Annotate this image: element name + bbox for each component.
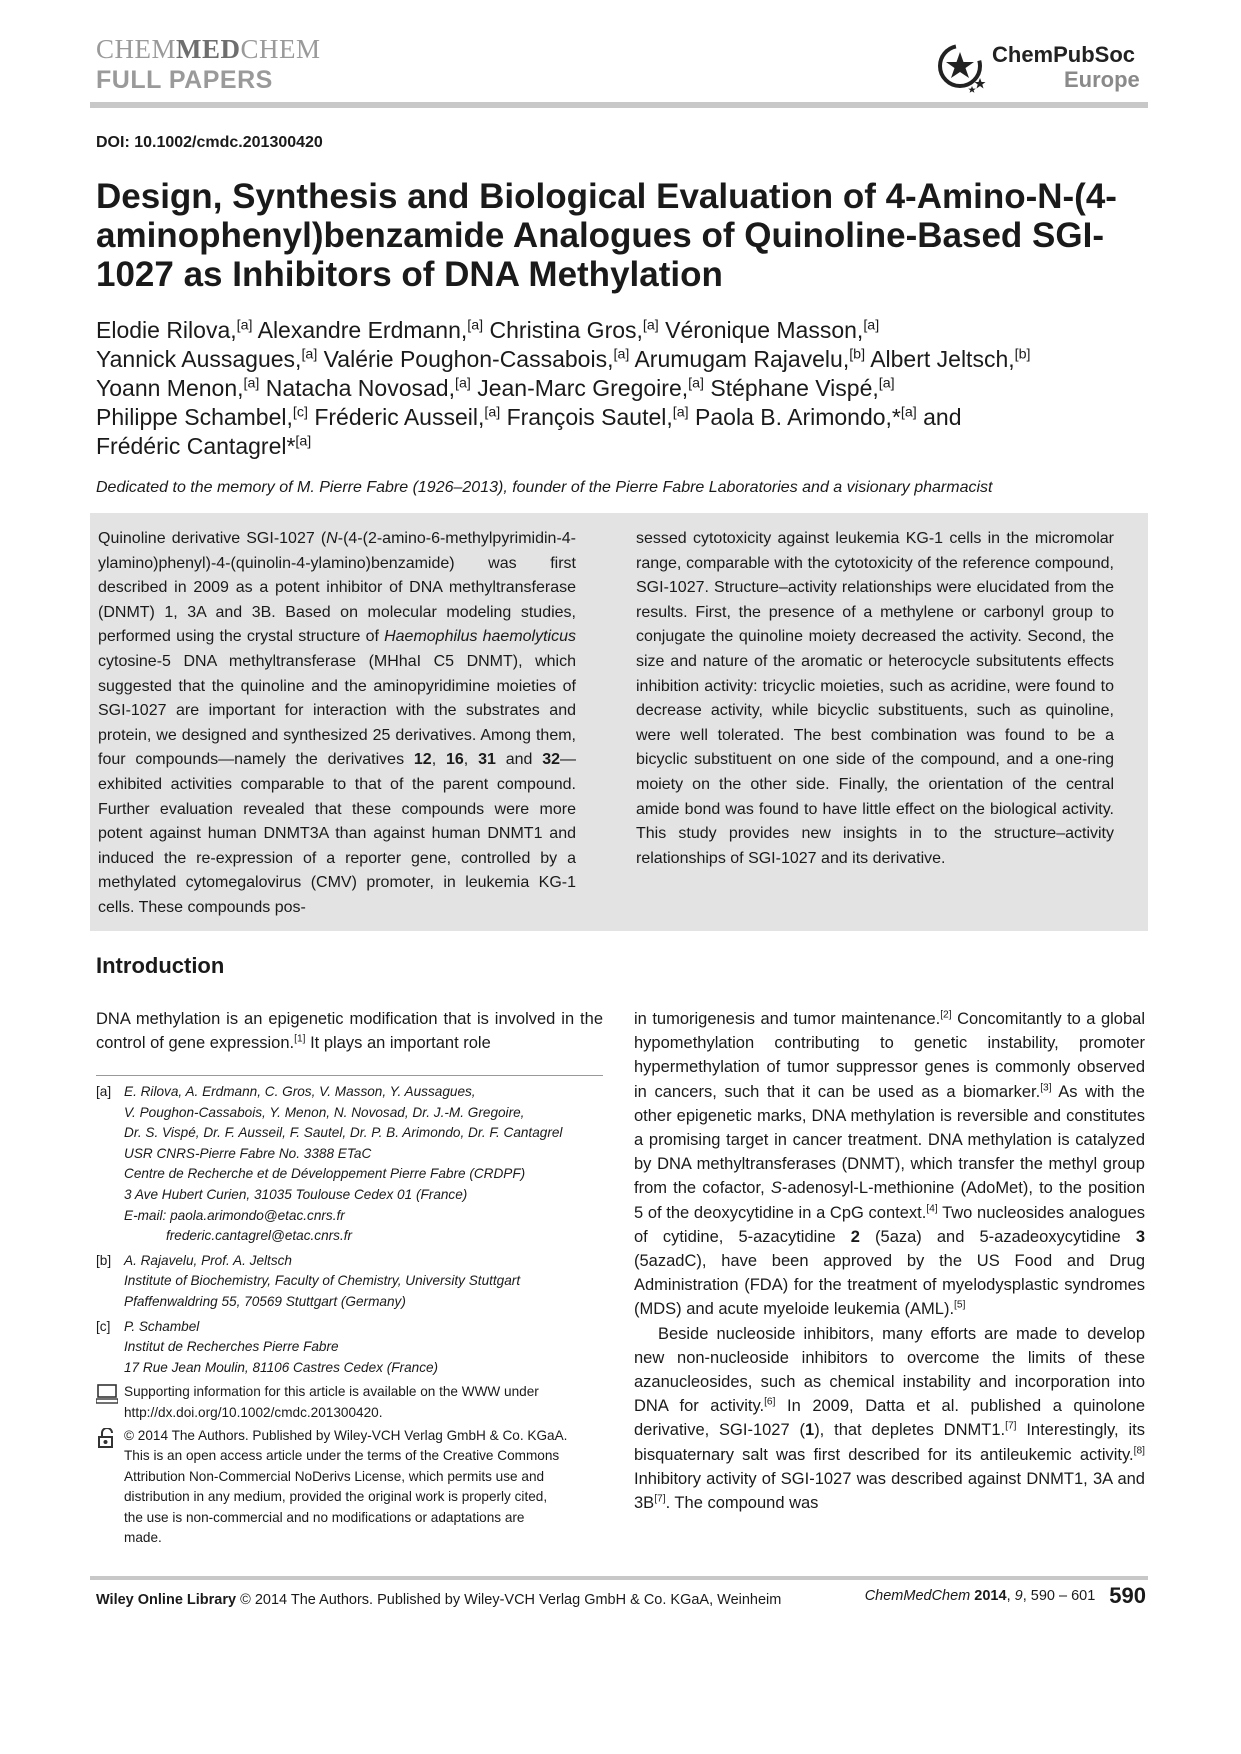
author: Frédéric Cantagrel*[a] <box>96 433 312 459</box>
citation-ref[interactable]: [6] <box>764 1396 776 1408</box>
citation-ref[interactable]: [8] <box>1133 1445 1145 1457</box>
author: Véronique Masson,[a] <box>665 317 880 343</box>
affiliations <box>96 1082 606 1549</box>
page-number: 590 <box>1109 1583 1146 1609</box>
footer-divider <box>90 1576 1148 1580</box>
citation-ref[interactable]: [7] <box>1005 1420 1017 1432</box>
affiliation-c: [c] P. Schambel Institut de Recherches Pierre Fabre 17 Rue Jean Moulin, 81106 Castres Cedex (France) <box>96 1318 439 1375</box>
author: Jean-Marc Gregoire,[a] <box>477 375 704 401</box>
author: Paola B. Arimondo,*[a] <box>695 404 917 430</box>
footer-citation: ChemMedChem 2014, 9, 590 – 601 590 <box>864 1583 1146 1609</box>
supporting-info-link[interactable]: http://dx.doi.org/10.1002/cmdc.201300420. <box>124 1404 383 1420</box>
author: Christina Gros,[a] <box>489 317 659 343</box>
intro-right-column: in tumorigenesis and tumor maintenance.[2] Concomitantly to a global hypomethylation contributing to genetic instability, promoter hypermethylation of tumor suppressor genes is commonly observed in cancers, such that it can be used as a biomarker.[3] As with the other epigenetic marks, DNA methylation is reversible and constitutes a promising target in cancer treatment. DNA methylation is catalyzed by DNA methyltransferases (DNMT), which transfer the methyl group from the cofactor, S-adenosyl-L-methionine (AdoMet), to the position 5 of the deoxycytidine in a CpG context.[4] Two nucleosides analogues of cytidine, 5-azacytidine 2 (5aza) and 5-azadeoxycytidine 3 (5azadC), have been approved by the US Food and Drug Administration (FDA) for the treatment of myelodysplastic syndromes (MDS) and acute myeloide leukemia (AML).[5] Beside nucleoside inhibitors, many efforts are made to develop new non-nucleoside inhibitors to overcome the limits of these azanucleosides, such as chemical instability and incorporation into DNA for activity.[6] In 2009, Datta et al. published a quinolone derivative, SGI-1027 (1), that depletes DNMT1.[7] Interestingly, its bisquaternary salt was first described for its antileukemic activity.[8] Inhibitory activity of SGI-1027 was described against DNMT1, 3A and 3B[7]. The compound was <box>634 1007 1145 1515</box>
compound-31: 31 <box>478 751 496 769</box>
compound-16: 16 <box>445 751 464 769</box>
abstract-left-column: Quinoline derivative SGI-1027 (N-(4-(2-amino-6-methylpyrimidin-4-ylamino)phenyl)-4-(quinolin-4-ylamino)benzamide) was first described in 2009 as a potent inhibitor of DNA methyltransferase (DNMT) 1, 3A and 3B. Based on molecular modeling studies, performed using the crystal structure of Haemophilus haemolyticus cytosine-5 DNA methyltransferase (MHhaI C5 DNMT), which suggested that the quinoline and the aminopyridimine moieties of SGI-1027 are important for interaction with the substrates and protein, we designed and synthesized 25 derivatives. Among them, four compounds—namely the derivatives 12, 16, 31 and 32—exhibited activities comparable to that of the parent compound. Further evaluation revealed that these compounds were more potent against human DNMT3A than against human DNMT1 and induced the re-expression of a reporter gene, controlled by a methylated cytomegalovirus (CMV) promoter, in leukemia KG-1 cells. These compounds pos- <box>98 530 577 916</box>
supporting-info-note: Supporting information for this article is available on the WWW under http://dx.doi.org/10.1002/cmdc.201300420. <box>96 1382 606 1423</box>
journal-name: CHEMMEDCHEM <box>96 34 321 64</box>
affiliation-b: [b] A. Rajavelu, Prof. A. Jeltsch Institute of Biochemistry, Faculty of Chemistry, University Stuttgart Pfaffenwaldring 55, 70569 Stuttgart (Germany) <box>96 1252 521 1309</box>
abstract-box <box>90 513 1148 931</box>
author-conjunction: and <box>923 404 962 430</box>
author-list <box>96 316 1146 461</box>
license-note: © 2014 The Authors. Published by Wiley-VCH Verlag GmbH & Co. KGaA. This is an open access article under the terms of the Creative Commons Attribution Non-Commercial NoDerivs License, which permits use and distribution in any medium, provided the original work is properly cited, the use is non-commercial and no modifications or adaptations are made. <box>96 1426 606 1550</box>
intro-left-column: DNA methylation is an epigenetic modification that is involved in the control of gene expression.[1] It plays an important role <box>96 1010 603 1053</box>
section-heading: Introduction <box>96 953 225 978</box>
author: Philippe Schambel,[c] <box>96 404 308 430</box>
citation-ref[interactable]: [3] <box>1040 1082 1052 1094</box>
footnote-divider <box>96 1075 603 1076</box>
citation-ref[interactable]: [1] <box>294 1033 306 1045</box>
computer-icon <box>96 1384 118 1404</box>
citation-ref[interactable]: [2] <box>940 1009 952 1021</box>
email-link[interactable]: frederic.cantagrel@etac.cnrs.fr <box>166 1228 353 1244</box>
abstract-right-column: sessed cytotoxicity against leukemia KG-1 cells in the micromolar range, comparable with the cytotoxicity of the reference compound, SGI-1027. Structure–activity relationships were elucidated from the results. First, the presence of a methylene or carbonyl group to conjugate the quinoline moiety decreased the activity. Second, the size and nature of the aromatic or heterocycle subsitutents effects inhibition activity: tricyclic moieties, such as acridine, were found to decrease activity, while bicyclic substituents, such as quinoline, were well tolerated. The best combination was found to be a bicyclic substituent on one side of the compound, and a one-ring moiety on the other side. Finally, the orientation of the central amide bond was found to have little effect on the biological activity. This study provides new insights in to the structure–activity relationships of SGI-1027 and its derivative. <box>636 530 1114 867</box>
doi-label[interactable]: DOI: 10.1002/cmdc.201300420 <box>96 134 323 151</box>
author: Elodie Rilova,[a] <box>96 317 253 343</box>
publisher-name: ChemPubSoc <box>992 42 1136 67</box>
author: Albert Jeltsch,[b] <box>870 346 1031 372</box>
author: Fréderic Ausseil,[a] <box>314 404 501 430</box>
paragraph: Beside nucleoside inhibitors, many efforts are made to develop new non-nucleoside inhibitors to overcome the limits of these azanucleosides, such as chemical instability and incorporation into DNA for activity.[6] In 2009, Datta et al. published a quinolone derivative, SGI-1027 (1), that depletes DNMT1.[7] Interestingly, its bisquaternary salt was first described for its antileukemic activity.[8] Inhibitory activity of SGI-1027 was described against DNMT1, 3A and 3B[7]. The compound was <box>634 1324 1146 1513</box>
author: Arumugam Rajavelu,[b] <box>634 346 866 372</box>
author: Yoann Menon,[a] <box>96 375 260 401</box>
author: Natacha Novosad,[a] <box>265 375 471 401</box>
compound-12: 12 <box>413 751 432 769</box>
compound-32: 32 <box>542 751 561 769</box>
author: Alexandre Erdmann,[a] <box>257 317 484 343</box>
publisher-region: Europe <box>1064 67 1140 92</box>
dedication: Dedicated to the memory of M. Pierre Fabre (1926–2013), founder of the Pierre Fabre Laboratories and a visionary pharmacist <box>96 479 993 496</box>
author: Stéphane Vispé,[a] <box>710 375 895 401</box>
affiliation-a: [a] E. Rilova, A. Erdmann, C. Gros, V. Masson, Y. Aussagues, V. Poughon-Cassabois, Y. Menon, N. Novosad, Dr. J.-M. Gregoire, Dr. S. Vispé, Dr. F. Ausseil, F. Sautel, Dr. P. B. Arimondo, Dr. F. Cantagrel USR CNRS-Pierre Fabre No. 3388 ETaC Centre de Recherche et de Développement Pierre Fabre (CRDPF) 3 Ave Hubert Curien, 31035 Toulouse Cedex 01 (France) E-mail: paola.arimondo@etac.cnrs.fr frederic.cantagrel@etac.cnrs.fr <box>96 1082 606 1247</box>
page-footer <box>96 1583 1146 1610</box>
citation-ref[interactable]: [7] <box>654 1493 666 1505</box>
header-divider <box>90 102 1148 108</box>
author: François Sautel,[a] <box>506 404 689 430</box>
section-label: FULL PAPERS <box>96 66 273 94</box>
citation-ref[interactable]: [4] <box>926 1203 938 1215</box>
email-link[interactable]: E-mail: paola.arimondo@etac.cnrs.fr <box>124 1207 345 1223</box>
open-access-icon <box>96 1428 118 1448</box>
article-title: Design, Synthesis and Biological Evaluation of 4-Amino-N-(4-aminophenyl)benzamide Analogues of Quinoline-Based SGI-1027 as Inhibitors of DNA Methylation <box>96 177 1117 294</box>
publisher-logo <box>936 40 1146 96</box>
author: Valérie Poughon-Cassabois,[a] <box>323 346 630 372</box>
star-seal-icon <box>936 40 988 94</box>
wiley-library-link[interactable]: Wiley Online Library <box>96 1592 237 1608</box>
author: Yannick Aussagues,[a] <box>96 346 318 372</box>
footer-copyright: © 2014 The Authors. Published by Wiley-VCH Verlag GmbH & Co. KGaA, Weinheim <box>236 1592 782 1608</box>
citation-ref[interactable]: [5] <box>954 1299 966 1311</box>
